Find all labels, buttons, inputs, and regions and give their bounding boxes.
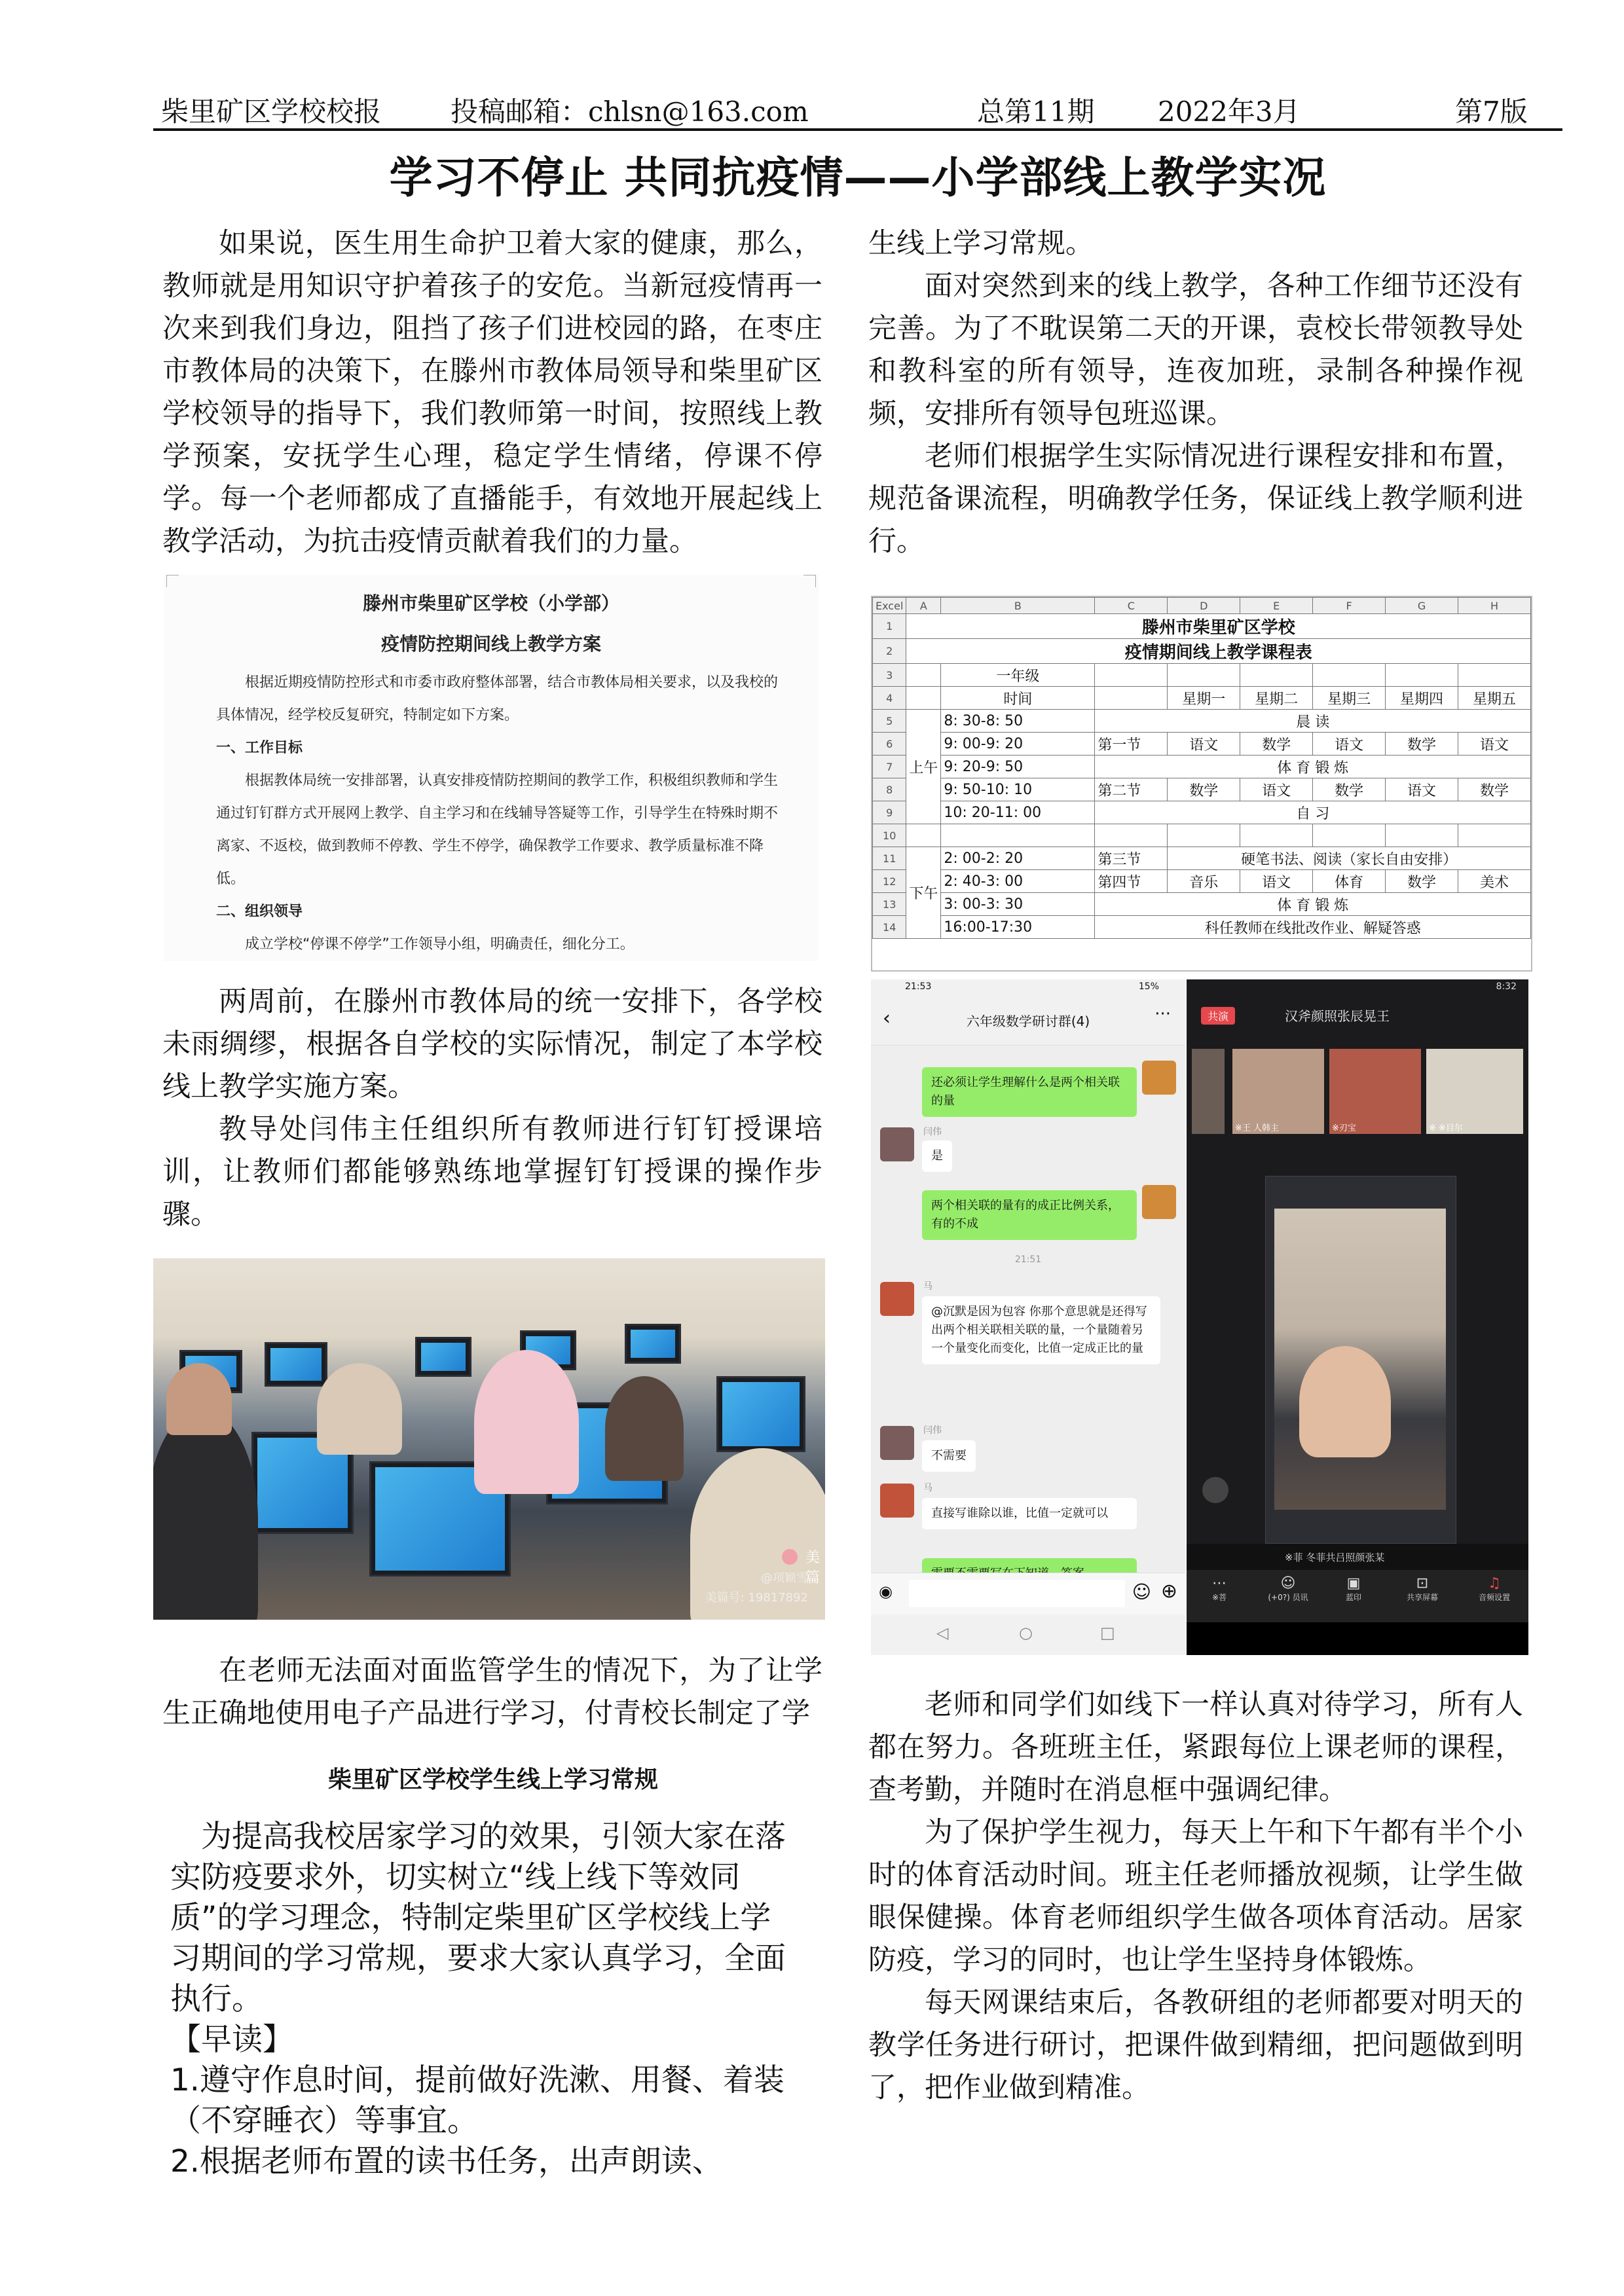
rules-document (164, 1761, 822, 2193)
status-time: 8:32 (1496, 981, 1517, 992)
rules-section: 【早读】 (170, 2022, 293, 2058)
day-header: 星期四 (1386, 687, 1458, 710)
nav-back-icon[interactable]: ◁ (936, 1624, 949, 1642)
day-header: 星期一 (1168, 687, 1240, 710)
subject-cell: 数学 (1458, 778, 1531, 801)
paper-name: 柴里矿区学校校报 (161, 96, 382, 128)
subject-cell: 音乐 (1168, 870, 1240, 893)
period-cell: 第四节 (1095, 870, 1168, 893)
activity-cell: 体 育 锻 炼 (1095, 756, 1531, 778)
time-cell: 2: 00-2: 20 (941, 847, 1095, 870)
chat-message: 还必须让学生理解什么是两个相关联的量 (922, 1067, 1137, 1117)
subject-cell: 语文 (1240, 870, 1313, 893)
row-number: 2 (873, 639, 906, 664)
paragraph: 面对突然到来的线上教学，各种工作细节还没有完善。为了不耽误第二天的开课，袁校长带领教导处和教科室的所有领导，连夜加班，录制各种操作视频，安排所有领导包班巡课。 (868, 270, 1523, 430)
subject-cell: 语文 (1313, 733, 1386, 756)
training-photo (153, 1258, 825, 1620)
chat-timestamp: 21:51 (1014, 1254, 1042, 1265)
col-header: A (906, 598, 941, 614)
nav-home-icon[interactable]: ○ (1019, 1624, 1033, 1642)
plan-section-2-text: 成立学校“停课不停学”工作领导小组，明确责任，细化分工。 (245, 936, 635, 953)
right-upper (868, 223, 1523, 563)
subject-cell: 美术 (1458, 870, 1531, 893)
plan-intro: 根据近期疫情防控形式和市委市政府整体部署，结合市教体局相关要求，以及我校的具体情况，经学校反复研究，特制定如下方案。 (216, 674, 779, 723)
more-icon[interactable]: ··· (1154, 1004, 1171, 1024)
sender-name: 闫伟 (923, 1127, 942, 1137)
participant-name: ※王 人韩主 (1235, 1123, 1280, 1133)
chat-message: 是 (922, 1140, 952, 1172)
live-badge: 共演 (1201, 1007, 1235, 1025)
rules-item: 1.遵守作息时间，提前做好洗漱、用餐、着装（不穿睡衣）等事宜。 (170, 2062, 784, 2139)
time-header: 时间 (941, 687, 1095, 710)
subject-cell: 数学 (1240, 733, 1313, 756)
day-header: 星期二 (1240, 687, 1313, 710)
photo-id: 美篇号: 19817892 (705, 1591, 808, 1605)
col-header: B (941, 598, 1095, 614)
activity-cell: 科任教师在线批改作业、解疑答惑 (1095, 916, 1531, 939)
col-header: C (1095, 598, 1168, 614)
row-number: 9 (873, 801, 906, 824)
chat-message: 两个相关联的量有的成正比例关系，有的不成 (922, 1190, 1137, 1240)
activity-cell: 体 育 锻 炼 (1095, 893, 1531, 916)
paragraph: 生线上学习常规。 (868, 227, 1094, 260)
plan-title: 疫情防控期间线上教学方案 (380, 633, 601, 655)
header-rule (153, 128, 1562, 131)
morning-label: 上午 (906, 710, 941, 824)
status-battery: 15% (1138, 981, 1159, 992)
chat-group-name: 六年级数学研讨群(4) (966, 1013, 1090, 1029)
paragraph: 如果说，医生用生命护卫着大家的健康，那么，教师就是用知识守护着孩子的安危。当新冠疫情再一次来到我们身边，阻挡了孩子们进校园的路，在枣庄市教体局的决策下，在滕州市教体局领导和柴里矿区学校领导的指导下，我们教师第一时间，按照线上教学预案，安抚学生心理，稳定学生情绪，停课不停学。每一个老师都成了直播能手，有效地开展起线上教学活动，为抗击疫情贡献着我们的力量。 (162, 227, 822, 558)
subject-cell: 语文 (1458, 733, 1531, 756)
time-cell: 9: 00-9: 20 (941, 733, 1095, 756)
sender-name: 马 (923, 1483, 932, 1493)
paragraph: 老师和同学们如线下一样认真对待学习，所有人都在努力。各班班主任，紧跟每位上课老师的课程，查考勤，并随时在消息框中强调纪律。 (868, 1688, 1523, 1806)
col-header: E (1240, 598, 1313, 614)
subject-cell: 数学 (1168, 778, 1240, 801)
video-class-screenshot (1187, 979, 1528, 1655)
time-cell: 3: 00-3: 30 (941, 893, 1095, 916)
paragraph: 每天网课结束后，各教研组的老师都要对明天的教学任务进行研讨，把课件做到精细，把问题做到明了，把作业做到精准。 (868, 1986, 1523, 2104)
row-number: 8 (873, 778, 906, 801)
participant-name: ※刃宝 (1332, 1123, 1356, 1133)
paragraph: 两周前，在滕州市教体局的统一安排下，各学校未雨绸缪，根据各自学校的实际情况，制定了本学校线上教学实施方案。 (162, 985, 822, 1103)
time-cell: 9: 20-9: 50 (941, 756, 1095, 778)
voice-icon[interactable]: ◉ (879, 1582, 893, 1601)
time-cell: 2: 40-3: 00 (941, 870, 1095, 893)
day-header: 星期三 (1313, 687, 1386, 710)
paragraph: 为了保护学生视力，每天上午和下午都有半个小时的体育活动时间。班主任老师播放视频，让学生做眼保健操。体育老师组织学生做各项体育活动。居家防疫，学习的同时，也让学生坚持身体锻炼。 (868, 1816, 1523, 1977)
subject-cell: 语文 (1240, 778, 1313, 801)
col-header: G (1386, 598, 1458, 614)
page-number: 第7版 (1455, 96, 1528, 128)
back-icon[interactable]: ‹ (883, 1007, 891, 1030)
row-number: 10 (873, 824, 906, 847)
toolbar-button[interactable]: ♫ 音频设置 (1478, 1575, 1510, 1602)
rules-intro: 为提高我校居家学习的效果，引领大家在落实防疫要求外，切实树立“线上线下等效同质”的学习理念，特制定柴里矿区学校线上学习期间的学习常规，要求大家认真学习，全面执行。 (170, 1819, 786, 2017)
plan-section-1-text: 根据教体局统一安排部署，认真安排疫情防控期间的教学工作，积极组织教师和学生通过钉钉群方式开展网上教学、自主学习和在线辅导答疑等工作，引导学生在特殊时期不离家、不返校，做到教师不停教、学生不停学，确保教学工作要求、教学质量标准不降低。 (216, 773, 779, 887)
left-lower (162, 1650, 822, 1735)
toolbar-button[interactable]: ⋯ ※菩 (1211, 1575, 1227, 1602)
col-header: F (1313, 598, 1386, 614)
period-cell: 第一节 (1095, 733, 1168, 756)
schedule-title: 滕州市柴里矿区学校 (906, 614, 1531, 639)
col-header: Excel (873, 598, 906, 614)
activity-cell: 晨 读 (1095, 710, 1531, 733)
status-time: 21:53 (905, 981, 932, 992)
subject-cell: 数学 (1386, 733, 1458, 756)
rules-title: 柴里矿区学校学生线上学习常规 (327, 1766, 658, 1793)
speaker-name: ※菲 冬菲共吕照颜张某 (1285, 1552, 1385, 1563)
photo-brand: 美篇 (805, 1550, 821, 1586)
row-number: 12 (873, 870, 906, 893)
time-cell: 9: 50-10: 10 (941, 778, 1095, 801)
chat-screenshot (871, 979, 1185, 1655)
screen-share-icon[interactable] (1202, 1477, 1228, 1503)
col-header: D (1168, 598, 1240, 614)
subject-cell: 数学 (1386, 870, 1458, 893)
toolbar-button[interactable]: ▣ 蓝印 (1345, 1575, 1361, 1602)
activity-cell: 硬笔书法、阅读（家长自由安排） (1168, 847, 1531, 870)
toolbar-button[interactable]: ☺ (+0?) 员讯 (1268, 1575, 1308, 1602)
plan-school: 滕州市柴里矿区学校（小学部） (362, 592, 619, 614)
col-header: H (1458, 598, 1531, 614)
time-cell: 16:00-17:30 (941, 916, 1095, 939)
email-label: 投稿邮箱：chlsn@163.com (451, 96, 809, 128)
message-input[interactable] (909, 1580, 1125, 1607)
sender-name: 闫伟 (923, 1425, 942, 1436)
nav-recent-icon[interactable]: □ (1100, 1624, 1115, 1642)
afternoon-label: 下午 (906, 847, 941, 939)
page-title: 学习不停止 共同抗疫情——小学部线上教学实况 (389, 153, 1327, 203)
paragraph: 在老师无法面对面监管学生的情况下，为了让学生正确地使用电子产品进行学习，付青校长制定了学 (162, 1654, 822, 1730)
activity-cell: 自 习 (1095, 801, 1531, 824)
plan-section-1: 一、工作目标 (216, 740, 303, 756)
sender-name: 马 (923, 1281, 932, 1292)
row-number: 7 (873, 756, 906, 778)
subject-cell: 数学 (1313, 778, 1386, 801)
schedule-spreadsheet (871, 596, 1532, 972)
row-number: 6 (873, 733, 906, 756)
left-intro (162, 223, 822, 563)
subject-cell: 体育 (1313, 870, 1386, 893)
row-number: 5 (873, 710, 906, 733)
subject-cell: 语文 (1168, 733, 1240, 756)
chat-message: 直接写谁除以谁，比值一定就可以 (922, 1498, 1137, 1529)
row-number: 3 (873, 664, 906, 687)
photo-author: @项颖雪 (761, 1571, 808, 1585)
time-cell: 10: 20-11: 00 (941, 801, 1095, 824)
row-number: 11 (873, 847, 906, 870)
schedule-subtitle: 疫情期间线上教学课程表 (906, 639, 1531, 664)
right-lower (868, 1684, 1523, 2109)
chat-message: 不需要 (922, 1440, 976, 1472)
participant-name: ※ ※目尔 (1429, 1123, 1463, 1133)
add-icon[interactable]: ⊕ (1160, 1580, 1177, 1603)
emoji-icon[interactable]: ☺ (1132, 1581, 1151, 1603)
plan-document (164, 575, 819, 961)
period-cell: 第二节 (1095, 778, 1168, 801)
meeting-title: 汉斧颜照张辰晃王 (1285, 1008, 1390, 1024)
time-cell: 8: 30-8: 50 (941, 710, 1095, 733)
day-header: 星期五 (1458, 687, 1531, 710)
period-cell: 第三节 (1095, 847, 1168, 870)
left-middle (162, 981, 822, 1236)
subject-cell: 语文 (1386, 778, 1458, 801)
toolbar-button[interactable]: ⊡ 共享屏幕 (1406, 1575, 1438, 1602)
chat-message: @沉默是因为包容 你那个意思就是还得写出两个相关联相关联的量，一个量随着另一个量变化而变化，比值一定成正比的量 (922, 1296, 1160, 1364)
grade: 一年级 (941, 664, 1095, 687)
rules-item: 2.根据老师布置的读书任务，出声朗读、 (170, 2143, 723, 2179)
row-number: 4 (873, 687, 906, 710)
row-number: 14 (873, 916, 906, 939)
paragraph: 老师们根据学生实际情况进行课程安排和布置，规范备课流程，明确教学任务，保证线上教学顺利进行。 (868, 440, 1523, 558)
row-number: 1 (873, 614, 906, 639)
issue-date: 2022年3月 (1158, 96, 1301, 128)
plan-section-2: 二、组织领导 (216, 903, 303, 920)
issue-number: 总第11期 (977, 96, 1095, 128)
paragraph: 教导处闫伟主任组织所有教师进行钉钉授课培训，让教师们都能够熟练地掌握钉钉授课的操作步骤。 (162, 1113, 822, 1231)
row-number: 13 (873, 893, 906, 916)
